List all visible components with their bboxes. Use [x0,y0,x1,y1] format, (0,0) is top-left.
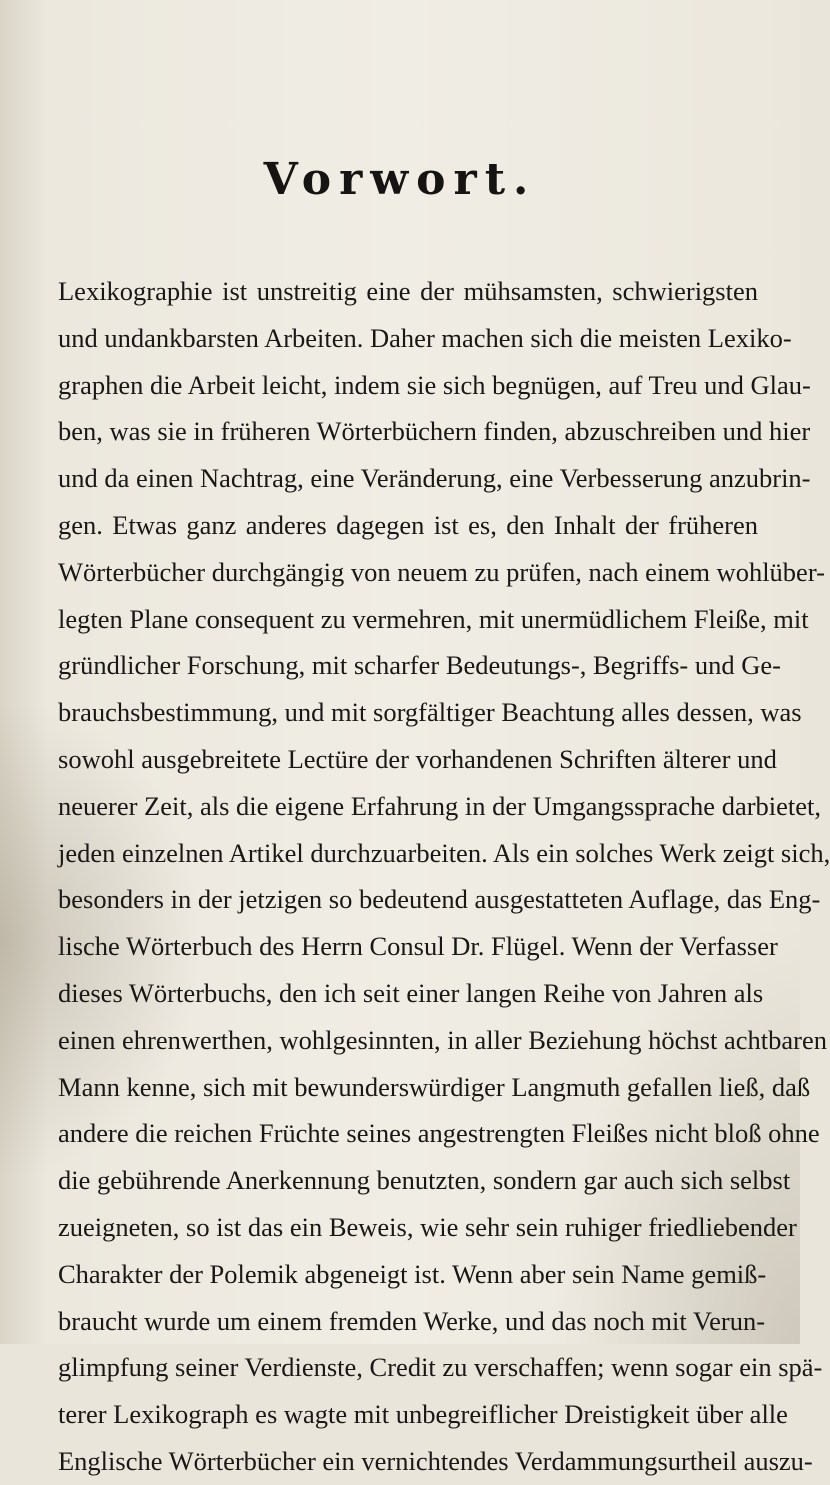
text-line: lische Wörterbuch des Herrn Consul Dr. Flügel. Wenn der Verfasser [58,931,778,962]
preface-text [58,268,830,1485]
text-line: einen ehrenwerthen, wohlgesinnten, in aller Beziehung höchst achtbaren [58,1024,827,1055]
page-heading: Vorwort. [263,154,537,205]
text-line: die gebührende Anerkennung benutzten, sondern gar auch sich selbst [58,1165,791,1196]
text-line: Englische Wörterbücher ein vernichtendes Verdammungsurtheil auszu- [58,1445,813,1476]
text-line: braucht wurde um einem fremden Werke, und das noch mit Verun- [58,1305,766,1336]
text-line: graphen die Arbeit leicht, indem sie sich begnügen, auf Treu und Glau- [58,369,811,400]
text-line: brauchsbestimmung, und mit sorgfältiger Beachtung alles dessen, was [58,697,802,728]
text-line: ben, was sie in früheren Wörterbüchern finden, abzuschreiben und hier [58,416,811,447]
text-line: gründlicher Forschung, mit scharfer Bedeutungs-, Begriffs- und Ge- [58,650,781,681]
text-line: und da einen Nachtrag, eine Veränderung, eine Verbesserung anzubrin- [58,463,811,494]
text-line: sowohl ausgebreitete Lectüre der vorhandenen Schriften älterer und [58,743,777,774]
text-line: zueigneten, so ist das ein Beweis, wie sehr sein ruhiger friedliebender [58,1211,797,1242]
text-line: jeden einzelnen Artikel durchzuarbeiten. Als ein solches Werk zeigt sich, [58,837,830,868]
text-line: glimpfung seiner Verdienste, Credit zu verschaffen; wenn sogar ein spä- [58,1352,823,1383]
text-line: neuerer Zeit, als die eigene Erfahrung in der Umgangssprache darbietet, [58,790,822,821]
text-line: Wörterbücher durchgängig von neuem zu prüfen, nach einem wohlüber- [58,556,825,587]
text-line: besonders in der jetzigen so bedeutend ausgestatteten Auflage, das Eng- [58,884,821,915]
text-line: und undankbarsten Arbeiten. Daher machen sich die meisten Lexiko- [58,322,792,353]
text-line: Lexikographie ist unstreitig eine der mühsamsten, schwierigsten [58,276,758,306]
text-line: legten Plane consequent zu vermehren, mit unermüdlichem Fleiße, mit [58,603,809,634]
text-line: gen. Etwas ganz anderes dagegen ist es, den Inhalt der früheren [58,509,758,540]
text-line: dieses Wörterbuchs, den ich seit einer langen Reihe von Jahren als [58,977,764,1008]
text-line: terer Lexikograph es wagte mit unbegreiflicher Dreistigkeit über alle [58,1399,788,1430]
text-line: Charakter der Polemik abgeneigt ist. Wenn aber sein Name gemiß- [58,1258,767,1289]
text-line: Mann kenne, sich mit bewunderswürdiger Langmuth gefallen ließ, daß [58,1071,811,1102]
text-line: andere die reichen Früchte seines angestrengten Fleißes nicht bloß ohne [58,1118,820,1149]
